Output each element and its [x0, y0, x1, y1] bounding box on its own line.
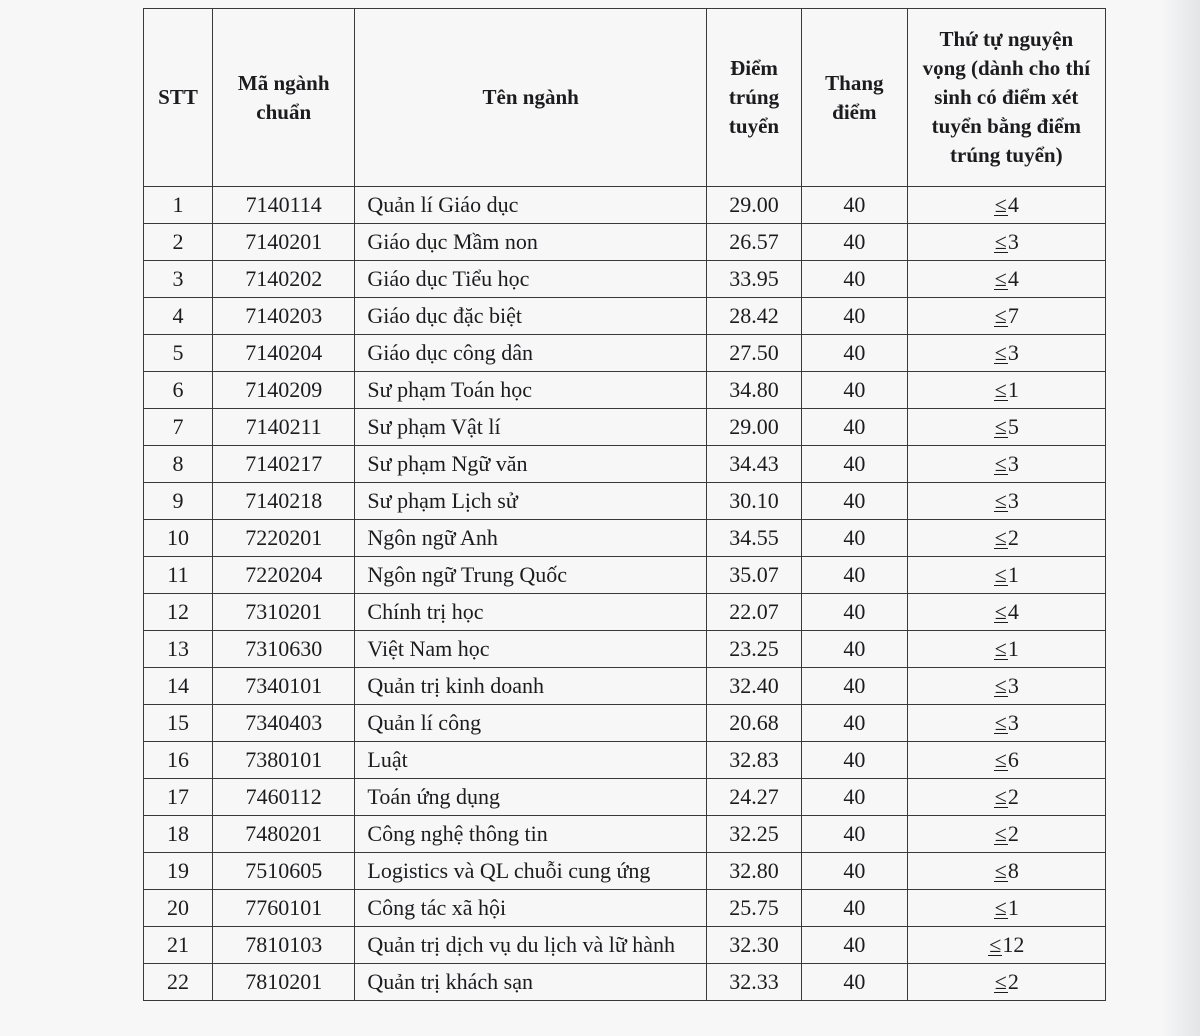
cell-stt: 9 — [144, 483, 213, 520]
cell-score: 20.68 — [706, 705, 801, 742]
cell-scale: 40 — [802, 964, 908, 1001]
cell-score: 29.00 — [706, 409, 801, 446]
table-row — [144, 742, 1106, 779]
cell-priority — [907, 927, 1105, 964]
cell-code: 7380101 — [213, 742, 355, 779]
cell-scale: 40 — [802, 705, 908, 742]
cell-code: 7510605 — [213, 853, 355, 890]
cell-stt: 2 — [144, 224, 213, 261]
cell-name: Toán ứng dụng — [355, 779, 707, 816]
cell-priority — [907, 557, 1105, 594]
cell-stt: 1 — [144, 187, 213, 224]
cell-score: 27.50 — [706, 335, 801, 372]
cell-score: 22.07 — [706, 594, 801, 631]
cell-code: 7810103 — [213, 927, 355, 964]
cell-code: 7810201 — [213, 964, 355, 1001]
cell-priority — [907, 224, 1105, 261]
less-equal-symbol: ≤ — [994, 266, 1007, 291]
cell-stt: 14 — [144, 668, 213, 705]
cell-scale: 40 — [802, 483, 908, 520]
cell-score: 34.80 — [706, 372, 801, 409]
cell-scale: 40 — [802, 372, 908, 409]
cell-score: 26.57 — [706, 224, 801, 261]
cell-name: Sư phạm Vật lí — [355, 409, 707, 446]
table-header — [144, 9, 1106, 187]
cell-stt: 15 — [144, 705, 213, 742]
table-row — [144, 187, 1106, 224]
less-equal-symbol: ≤ — [994, 969, 1007, 994]
cell-name: Sư phạm Lịch sử — [355, 483, 707, 520]
priority-value: 3 — [1007, 451, 1019, 476]
header-name: Tên ngành — [355, 9, 707, 187]
table-row — [144, 409, 1106, 446]
cell-code: 7310201 — [213, 594, 355, 631]
cell-scale: 40 — [802, 224, 908, 261]
cell-stt: 13 — [144, 631, 213, 668]
table-row — [144, 520, 1106, 557]
cell-priority — [907, 964, 1105, 1001]
table-row — [144, 816, 1106, 853]
cell-stt: 17 — [144, 779, 213, 816]
cell-name: Quản lí công — [355, 705, 707, 742]
cell-score: 28.42 — [706, 298, 801, 335]
cell-score: 32.40 — [706, 668, 801, 705]
cell-code: 7340403 — [213, 705, 355, 742]
less-equal-symbol: ≤ — [994, 229, 1007, 254]
cell-score: 24.27 — [706, 779, 801, 816]
less-equal-symbol: ≤ — [994, 377, 1007, 402]
cell-scale: 40 — [802, 409, 908, 446]
header-row — [144, 9, 1106, 187]
less-equal-symbol: ≤ — [994, 858, 1007, 883]
table-row — [144, 557, 1106, 594]
priority-value: 1 — [1007, 636, 1019, 661]
less-equal-symbol: ≤ — [994, 636, 1007, 661]
priority-value: 1 — [1007, 377, 1019, 402]
priority-value: 2 — [1007, 821, 1019, 846]
admission-scores-table — [143, 8, 1106, 1001]
priority-value: 7 — [1007, 303, 1019, 328]
cell-scale: 40 — [802, 816, 908, 853]
cell-scale: 40 — [802, 557, 908, 594]
priority-value: 2 — [1007, 525, 1019, 550]
less-equal-symbol: ≤ — [994, 599, 1007, 624]
cell-code: 7220201 — [213, 520, 355, 557]
page-edge-shadow — [1160, 0, 1200, 1036]
cell-name: Luật — [355, 742, 707, 779]
cell-name: Quản trị kinh doanh — [355, 668, 707, 705]
less-equal-symbol: ≤ — [994, 192, 1007, 217]
cell-code: 7140201 — [213, 224, 355, 261]
priority-value: 3 — [1007, 488, 1019, 513]
cell-stt: 16 — [144, 742, 213, 779]
cell-score: 32.30 — [706, 927, 801, 964]
cell-stt: 10 — [144, 520, 213, 557]
cell-stt: 20 — [144, 890, 213, 927]
cell-score: 32.80 — [706, 853, 801, 890]
less-equal-symbol: ≤ — [994, 303, 1007, 328]
cell-priority — [907, 816, 1105, 853]
priority-value: 3 — [1007, 229, 1019, 254]
cell-code: 7310630 — [213, 631, 355, 668]
table-row — [144, 446, 1106, 483]
cell-name: Công nghệ thông tin — [355, 816, 707, 853]
priority-value: 3 — [1007, 340, 1019, 365]
cell-name: Giáo dục đặc biệt — [355, 298, 707, 335]
cell-code: 7460112 — [213, 779, 355, 816]
cell-stt: 11 — [144, 557, 213, 594]
priority-value: 4 — [1007, 266, 1019, 291]
cell-code: 7140202 — [213, 261, 355, 298]
priority-value: 1 — [1007, 562, 1019, 587]
table-row — [144, 335, 1106, 372]
cell-priority — [907, 483, 1105, 520]
cell-stt: 22 — [144, 964, 213, 1001]
cell-scale: 40 — [802, 742, 908, 779]
cell-code: 7140217 — [213, 446, 355, 483]
cell-priority — [907, 520, 1105, 557]
cell-scale: 40 — [802, 187, 908, 224]
table-row — [144, 261, 1106, 298]
priority-value: 2 — [1007, 784, 1019, 809]
header-priority: Thứ tự nguyện vọng (dành cho thí sinh có điểm xét tuyển bằng điểm trúng tuyển) — [907, 9, 1105, 187]
cell-score: 32.83 — [706, 742, 801, 779]
cell-stt: 7 — [144, 409, 213, 446]
less-equal-symbol: ≤ — [994, 562, 1007, 587]
priority-value: 4 — [1007, 192, 1019, 217]
table-row — [144, 594, 1106, 631]
cell-name: Ngôn ngữ Anh — [355, 520, 707, 557]
cell-priority — [907, 742, 1105, 779]
cell-priority — [907, 335, 1105, 372]
cell-score: 34.55 — [706, 520, 801, 557]
header-score: Điểm trúng tuyển — [706, 9, 801, 187]
cell-priority — [907, 372, 1105, 409]
cell-stt: 3 — [144, 261, 213, 298]
table-row — [144, 298, 1106, 335]
priority-value: 8 — [1007, 858, 1019, 883]
cell-stt: 4 — [144, 298, 213, 335]
priority-value: 12 — [1002, 932, 1025, 957]
cell-priority — [907, 261, 1105, 298]
cell-scale: 40 — [802, 631, 908, 668]
cell-code: 7140114 — [213, 187, 355, 224]
less-equal-symbol: ≤ — [994, 340, 1007, 365]
cell-code: 7140204 — [213, 335, 355, 372]
less-equal-symbol: ≤ — [994, 821, 1007, 846]
cell-scale: 40 — [802, 853, 908, 890]
cell-scale: 40 — [802, 446, 908, 483]
cell-score: 32.25 — [706, 816, 801, 853]
cell-score: 23.25 — [706, 631, 801, 668]
cell-name: Sư phạm Toán học — [355, 372, 707, 409]
priority-value: 4 — [1007, 599, 1019, 624]
cell-code: 7140203 — [213, 298, 355, 335]
cell-priority — [907, 631, 1105, 668]
cell-name: Ngôn ngữ Trung Quốc — [355, 557, 707, 594]
cell-stt: 6 — [144, 372, 213, 409]
cell-name: Logistics và QL chuỗi cung ứng — [355, 853, 707, 890]
table-row — [144, 224, 1106, 261]
cell-priority — [907, 446, 1105, 483]
cell-code: 7140209 — [213, 372, 355, 409]
cell-name: Quản lí Giáo dục — [355, 187, 707, 224]
cell-code: 7220204 — [213, 557, 355, 594]
header-stt: STT — [144, 9, 213, 187]
cell-code: 7140218 — [213, 483, 355, 520]
less-equal-symbol: ≤ — [994, 673, 1007, 698]
table-body — [144, 187, 1106, 1001]
cell-scale: 40 — [802, 298, 908, 335]
cell-score: 29.00 — [706, 187, 801, 224]
cell-priority — [907, 409, 1105, 446]
cell-name: Sư phạm Ngữ văn — [355, 446, 707, 483]
cell-stt: 18 — [144, 816, 213, 853]
less-equal-symbol: ≤ — [994, 414, 1007, 439]
cell-priority — [907, 853, 1105, 890]
cell-score: 30.10 — [706, 483, 801, 520]
priority-value: 3 — [1007, 673, 1019, 698]
table-row — [144, 964, 1106, 1001]
cell-priority — [907, 187, 1105, 224]
less-equal-symbol: ≤ — [989, 932, 1002, 957]
cell-name: Giáo dục Tiểu học — [355, 261, 707, 298]
cell-scale: 40 — [802, 335, 908, 372]
cell-score: 33.95 — [706, 261, 801, 298]
cell-code: 7760101 — [213, 890, 355, 927]
less-equal-symbol: ≤ — [994, 895, 1007, 920]
cell-scale: 40 — [802, 779, 908, 816]
priority-value: 6 — [1007, 747, 1019, 772]
cell-priority — [907, 594, 1105, 631]
table-row — [144, 927, 1106, 964]
cell-score: 34.43 — [706, 446, 801, 483]
table-row — [144, 705, 1106, 742]
cell-score: 35.07 — [706, 557, 801, 594]
cell-name: Giáo dục Mầm non — [355, 224, 707, 261]
cell-scale: 40 — [802, 927, 908, 964]
less-equal-symbol: ≤ — [994, 525, 1007, 550]
less-equal-symbol: ≤ — [994, 784, 1007, 809]
header-code: Mã ngành chuẩn — [213, 9, 355, 187]
priority-value: 5 — [1007, 414, 1019, 439]
cell-name: Quản trị khách sạn — [355, 964, 707, 1001]
table-row — [144, 372, 1106, 409]
cell-name: Chính trị học — [355, 594, 707, 631]
less-equal-symbol: ≤ — [994, 488, 1007, 513]
cell-priority — [907, 668, 1105, 705]
less-equal-symbol: ≤ — [994, 710, 1007, 735]
table-row — [144, 890, 1106, 927]
header-scale: Thang điểm — [802, 9, 908, 187]
cell-priority — [907, 705, 1105, 742]
cell-priority — [907, 890, 1105, 927]
cell-scale: 40 — [802, 668, 908, 705]
cell-code: 7340101 — [213, 668, 355, 705]
table-row — [144, 668, 1106, 705]
priority-value: 1 — [1007, 895, 1019, 920]
cell-name: Việt Nam học — [355, 631, 707, 668]
priority-value: 2 — [1007, 969, 1019, 994]
cell-code: 7140211 — [213, 409, 355, 446]
cell-stt: 21 — [144, 927, 213, 964]
cell-score: 32.33 — [706, 964, 801, 1001]
cell-stt: 19 — [144, 853, 213, 890]
cell-name: Quản trị dịch vụ du lịch và lữ hành — [355, 927, 707, 964]
table-row — [144, 779, 1106, 816]
cell-stt: 12 — [144, 594, 213, 631]
cell-stt: 5 — [144, 335, 213, 372]
table-row — [144, 853, 1106, 890]
table-row — [144, 631, 1106, 668]
cell-name: Giáo dục công dân — [355, 335, 707, 372]
cell-scale: 40 — [802, 261, 908, 298]
cell-scale: 40 — [802, 594, 908, 631]
table-row — [144, 483, 1106, 520]
priority-value: 3 — [1007, 710, 1019, 735]
cell-scale: 40 — [802, 890, 908, 927]
cell-name: Công tác xã hội — [355, 890, 707, 927]
cell-stt: 8 — [144, 446, 213, 483]
less-equal-symbol: ≤ — [994, 451, 1007, 476]
cell-scale: 40 — [802, 520, 908, 557]
less-equal-symbol: ≤ — [994, 747, 1007, 772]
cell-priority — [907, 298, 1105, 335]
cell-score: 25.75 — [706, 890, 801, 927]
cell-priority — [907, 779, 1105, 816]
cell-code: 7480201 — [213, 816, 355, 853]
